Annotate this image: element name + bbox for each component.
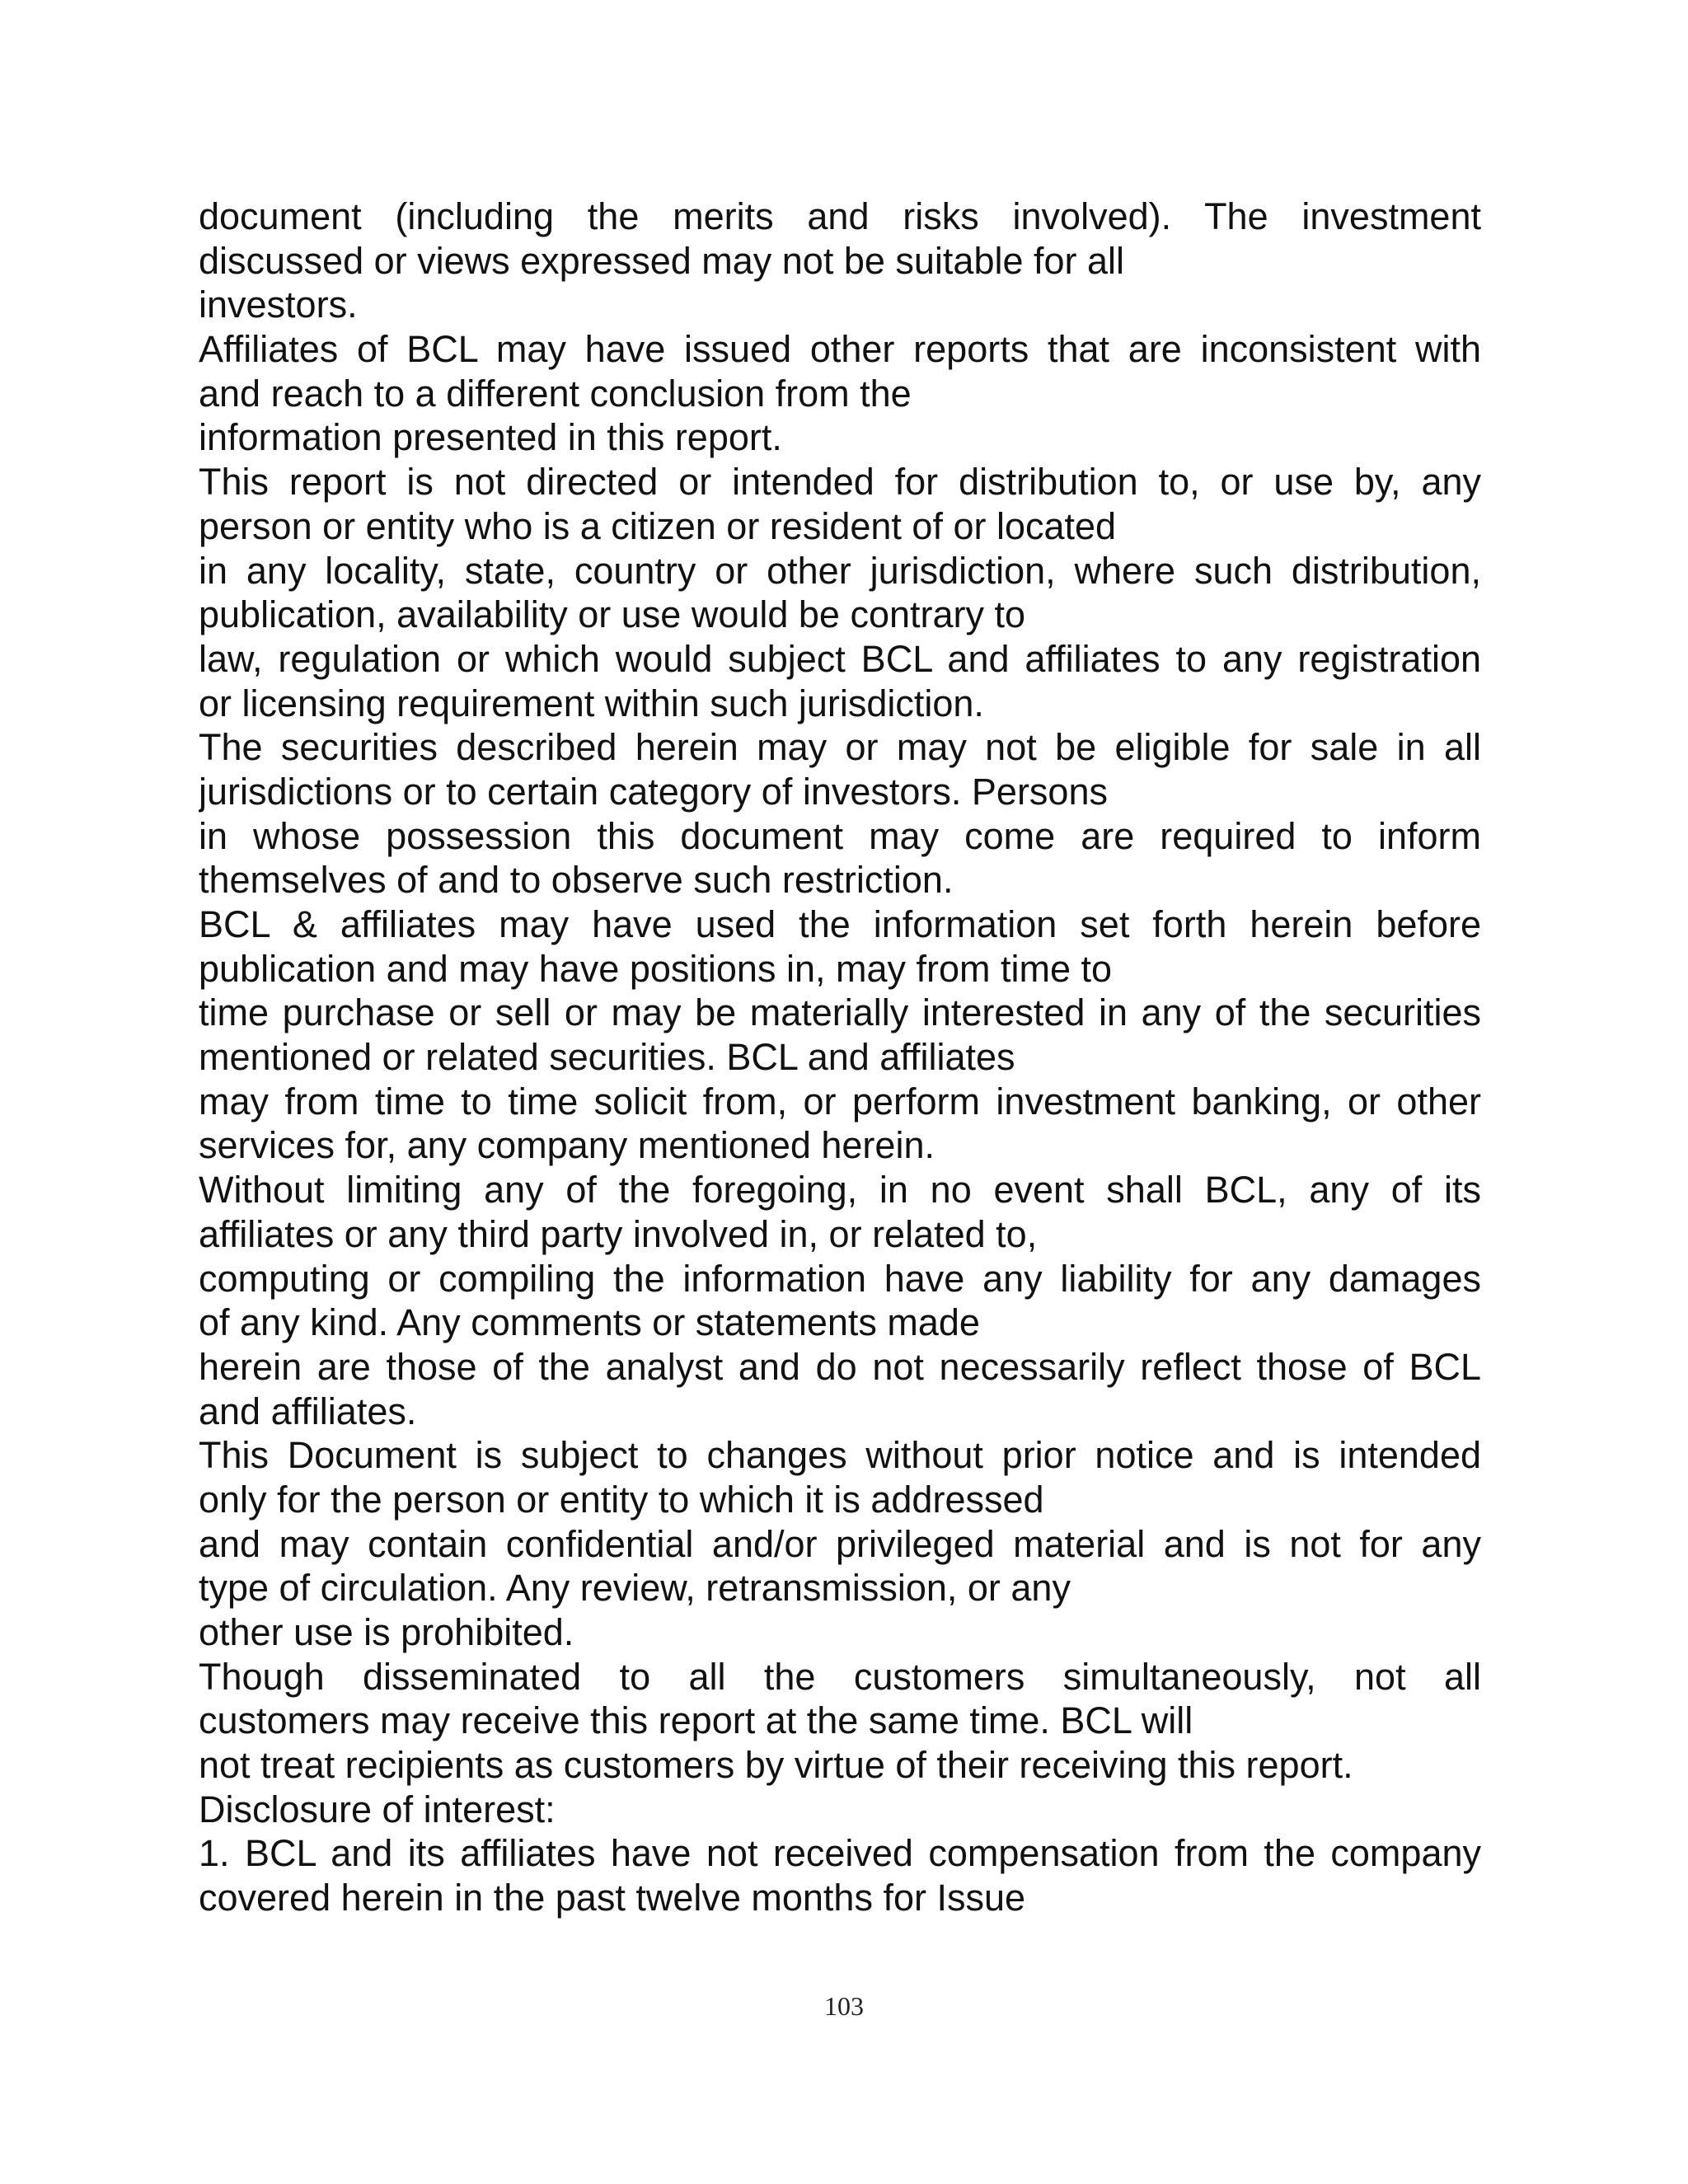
text-line: investors. bbox=[199, 284, 358, 326]
text-line: customers may receive this report at the same time. BCL will bbox=[199, 1699, 1193, 1742]
page-number: 103 bbox=[824, 1991, 864, 2021]
text-line: may from time to time solicit from, or perform investment banking, or other bbox=[199, 1080, 1481, 1122]
text-line: jurisdictions or to certain category of investors. Persons bbox=[199, 770, 1108, 813]
text-line: publication, availability or use would be contrary to bbox=[199, 593, 1026, 636]
text-line: law, regulation or which would subject BCL and affiliates to any registration bbox=[199, 637, 1481, 680]
text-line: herein are those of the analyst and do not necessarily reflect those of BCL bbox=[199, 1345, 1481, 1388]
text-line: in any locality, state, country or other jurisdiction, where such distribution, bbox=[199, 549, 1481, 592]
text-line: computing or compiling the information have any liability for any damages bbox=[199, 1257, 1481, 1300]
text-line: The securities described herein may or may not be eligible for sale in all bbox=[199, 726, 1481, 769]
text-line: not treat recipients as customers by virtue of their receiving this report. bbox=[199, 1744, 1353, 1787]
text-line: discussed or views expressed may not be suitable for all bbox=[199, 239, 1125, 282]
text-line: This Document is subject to changes without prior notice and is intended bbox=[199, 1434, 1481, 1477]
text-line: person or entity who is a citizen or resident of or located bbox=[199, 504, 1117, 547]
list-item: 1. BCL and its affiliates have not received compensation from the company bbox=[199, 1832, 1481, 1875]
disclaimer-text-block bbox=[199, 194, 1481, 1920]
text-line: mentioned or related securities. BCL and affiliates bbox=[199, 1036, 1015, 1079]
text-line: document (including the merits and risks involved). The investment bbox=[199, 195, 1481, 237]
text-line: in whose possession this document may come are required to inform bbox=[199, 814, 1481, 857]
text-line: This report is not directed or intended for distribution to, or use by, any bbox=[199, 461, 1481, 504]
text-line: Without limiting any of the foregoing, in no event shall BCL, any of its bbox=[199, 1169, 1481, 1212]
text-line: BCL & affiliates may have used the information set forth herein before bbox=[199, 903, 1481, 945]
text-line: of any kind. Any comments or statements made bbox=[199, 1301, 980, 1344]
text-line: other use is prohibited. bbox=[199, 1611, 574, 1653]
text-line: and may contain confidential and/or privileged material and is not for any bbox=[199, 1522, 1481, 1565]
text-line: or licensing requirement within such jurisdiction. bbox=[199, 682, 984, 724]
text-line: and affiliates. bbox=[199, 1390, 417, 1432]
text-line: Though disseminated to all the customers simultaneously, not all bbox=[199, 1655, 1481, 1698]
text-line: and reach to a different conclusion from the bbox=[199, 372, 912, 415]
text-line: themselves of and to observe such restriction. bbox=[199, 859, 954, 902]
section-heading: Disclosure of interest: bbox=[199, 1788, 556, 1830]
text-line: Affiliates of BCL may have issued other reports that are inconsistent with bbox=[199, 328, 1481, 371]
text-line: services for, any company mentioned herein. bbox=[199, 1124, 935, 1167]
text-line: time purchase or sell or may be materially interested in any of the securities bbox=[199, 991, 1481, 1034]
text-line: information presented in this report. bbox=[199, 416, 782, 459]
text-line: type of circulation. Any review, retransmission, or any bbox=[199, 1567, 1071, 1610]
text-line: only for the person or entity to which it is addressed bbox=[199, 1478, 1044, 1521]
text-line: affiliates or any third party involved in, or related to, bbox=[199, 1212, 1038, 1255]
text-line: publication and may have positions in, may from time to bbox=[199, 947, 1113, 990]
list-item: covered herein in the past twelve months for Issue bbox=[199, 1877, 1026, 1919]
